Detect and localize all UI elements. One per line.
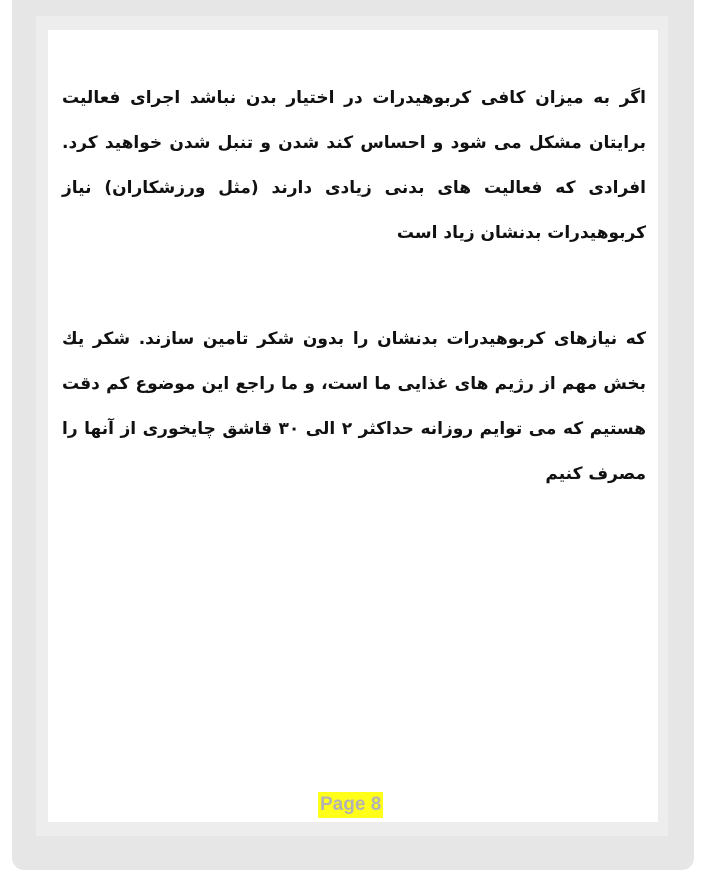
page-number: Page 8	[318, 792, 383, 818]
paragraph-sugar-intake: که نیازهای کربوهیدرات بدنشان را بدون شکر تامین سازند. شکر یك بخش مهم از رژیم های غذایی ما است، و ما راجع این موضوع کم دقت هستیم که می توایم روزانه حداکثر ۲ الی ۳۰ قاشق چایخوری از آنها را مصرف کنیم	[62, 329, 646, 484]
paragraph-carbohydrate-intro: اگر به میزان کافی کربوهیدرات در اختیار بدن نباشد اجرای فعالیت برایتان مشکل می شود و احساس کند شدن و تنبل شدن خواهید کرد. افرادی که فعالیت های بدنی زیادی دارند (مثل ورزشکاران) نیاز کربوهیدرات بدنشان زیاد است	[62, 88, 646, 243]
